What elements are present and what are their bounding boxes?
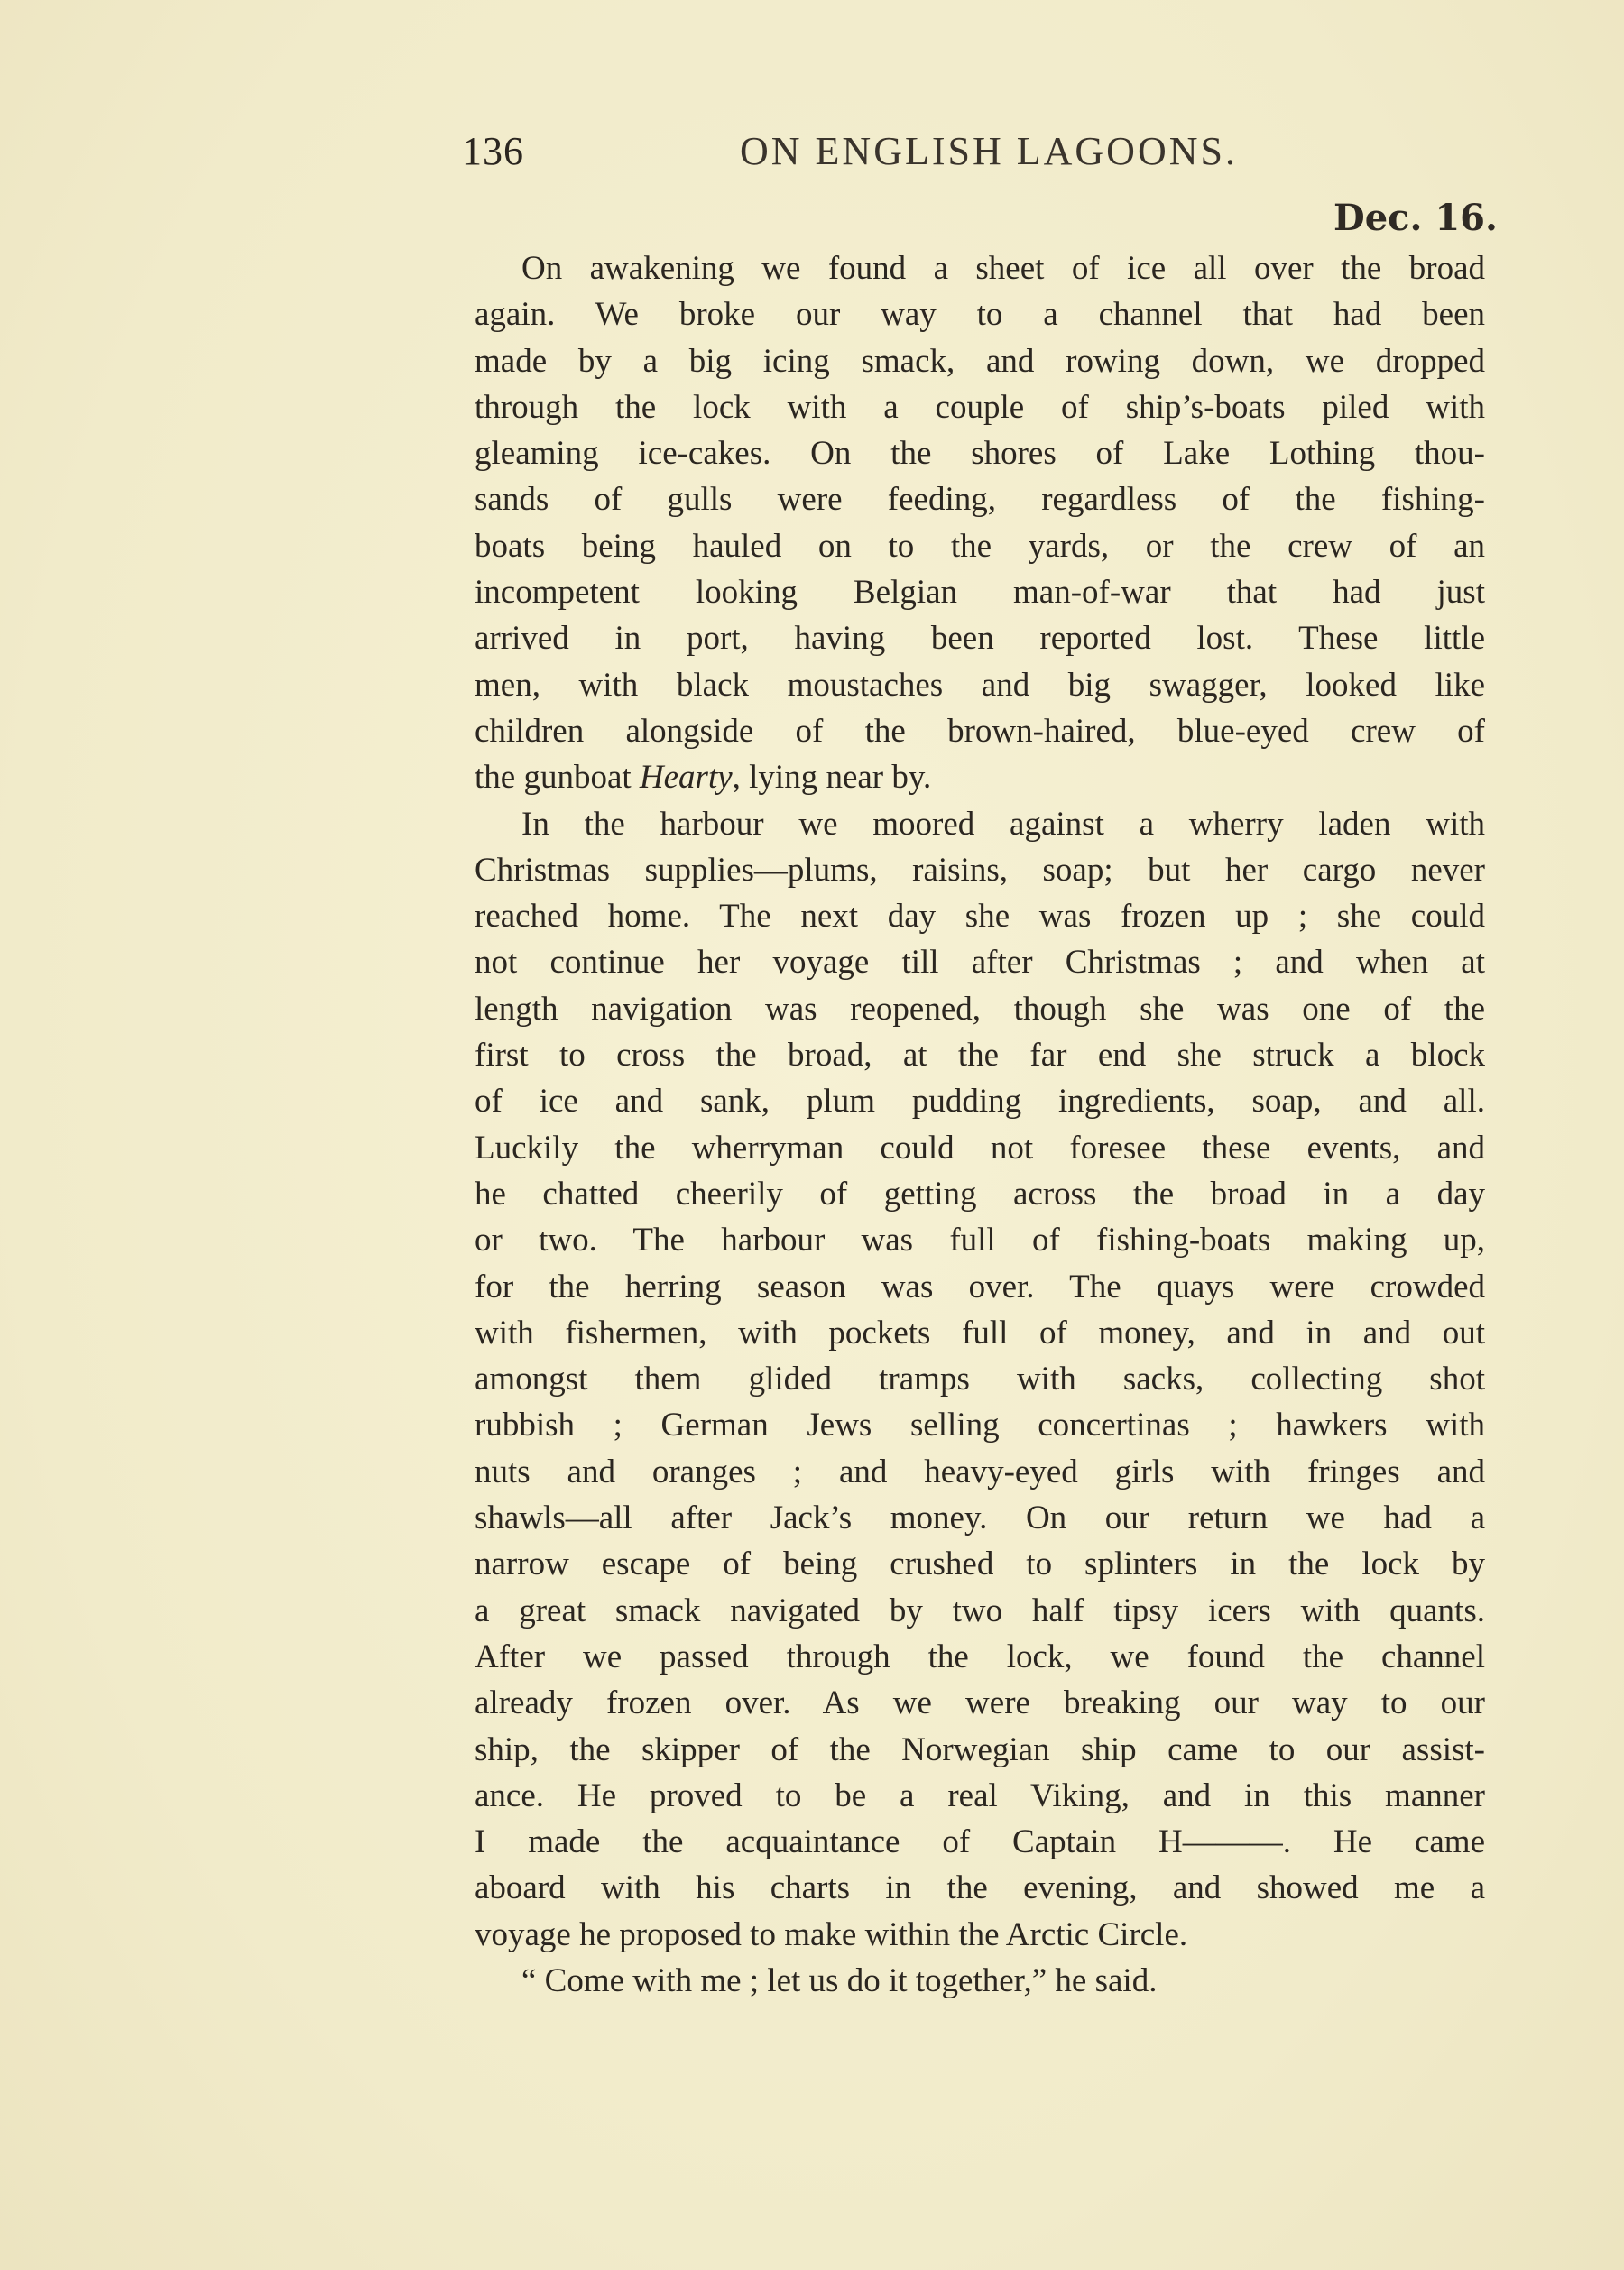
text-line-with-ship-name [475,754,1485,800]
text-line: Christmas supplies—plums, raisins, soap; but her cargo never [475,851,1485,889]
text-line: nuts and oranges ; and heavy-eyed girls with fringes and [475,1453,1485,1490]
running-title: ON ENGLISH LAGOONS. [740,129,1238,173]
text-line: children alongside of the brown-haired, blue-eyed crew of [475,712,1485,750]
text-line: not continue her voyage till after Christmas ; and when at [475,944,1485,982]
text-line: aboard with his charts in the evening, and showed me a [475,1869,1485,1907]
text-line: length navigation was reopened, though she was one of the [475,990,1485,1028]
text-line: On awakening we found a sheet of ice all over the broad [521,250,1485,287]
text-line: voyage he proposed to make within the Arctic Circle. [475,1915,1188,1953]
text-line: for the herring season was over. The quays were crowded [475,1268,1485,1306]
text-line: rubbish ; German Jews selling concertinas ; hawkers with [475,1407,1485,1444]
text-line: ship, the skipper of the Norwegian ship came to our assist- [475,1730,1485,1768]
text-line: a great smack navigated by two half tipsy icers with quants. [475,1592,1485,1629]
text-line: men, with black moustaches and big swagger, looked like [475,666,1485,704]
text-line: Luckily the wherryman could not foresee these events, and [475,1129,1485,1167]
text-line: he chatted cheerily of getting across the broad in a day [475,1175,1485,1213]
body-text [475,245,1485,2004]
text-line: gleaming ice-cakes. On the shores of Lake Lothing thou- [475,435,1485,473]
text-line: shawls—all after Jack’s money. On our return we had a [475,1499,1485,1537]
page-header [462,128,1481,182]
date-marginal-heading: Dec. 16. [1333,197,1498,239]
page-number: 136 [462,129,524,173]
ship-name-italic: Hearty [639,759,733,797]
text-line: amongst them glided tramps with sacks, collecting shot [475,1361,1485,1398]
text-line: ance. He proved to be a real Viking, and in this manner [475,1776,1485,1814]
text-line: In the harbour we moored against a wherry laden with [521,805,1485,843]
text-line: incompetent looking Belgian man-of-war that had just [475,574,1485,612]
text-line: I made the acquaintance of Captain H———. He came [475,1823,1485,1861]
text-line: sands of gulls were feeding, regardless of the fishing- [475,481,1485,519]
text-line: boats being hauled on to the yards, or the crew of an [475,527,1485,565]
text-line: narrow escape of being crushed to splinters in the lock by [475,1546,1485,1583]
text-line: made by a big icing smack, and rowing down, we dropped [475,342,1485,380]
text-line: reached home. The next day she was frozen up ; she could [475,898,1485,936]
text-line: arrived in port, having been reported lost. These little [475,620,1485,658]
text-line: or two. The harbour was full of fishing-boats making up, [475,1222,1485,1260]
text-line: again. We broke our way to a channel that had been [475,296,1485,334]
text-line: After we passed through the lock, we found the channel [475,1638,1485,1675]
text-line: “ Come with me ; let us do it together,” he said. [521,1961,1158,1999]
text-line: of ice and sank, plum pudding ingredients, soap, and all. [475,1083,1485,1121]
text-line: with fishermen, with pockets full of money, and in and out [475,1314,1485,1352]
text-line: already frozen over. As we were breaking our way to our [475,1684,1485,1722]
text-line: through the lock with a couple of ship’s-boats piled with [475,388,1485,426]
text-line: first to cross the broad, at the far end she struck a block [475,1037,1485,1075]
text-fragment: the gunboat [475,759,640,797]
text-fragment: , lying near by. [732,759,932,797]
